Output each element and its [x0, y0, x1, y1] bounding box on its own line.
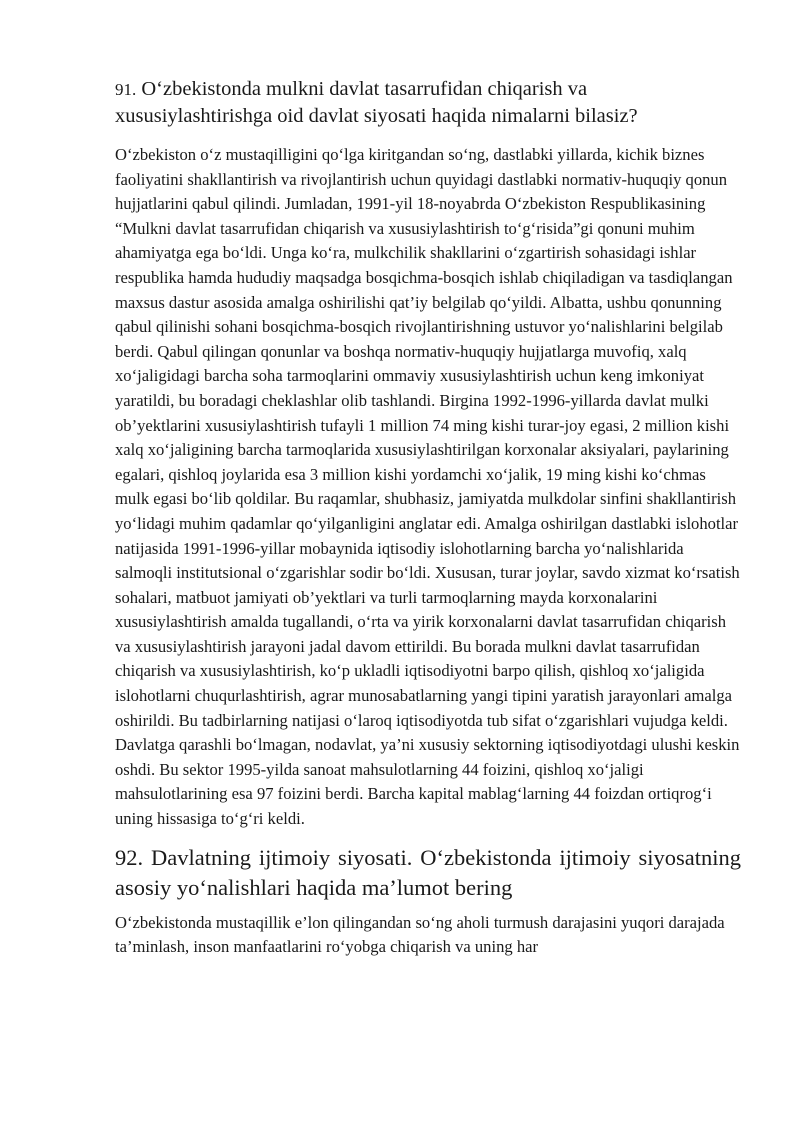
question-91-number: 91. [115, 80, 137, 99]
document-page [115, 76, 741, 960]
question-91-title: O‘zbekistonda mulkni davlat tasarrufidan chiqarish va xususiylashtirishga oid davlat siyosati haqida nimalarni bilasiz? [115, 78, 638, 127]
question-91-answer: O‘zbekiston o‘z mustaqilligini qo‘lga kiritgandan so‘ng, dastlabki yillarda, kichik biznes faoliyatini shakllantirish va rivojlantirish uchun quyidagi dastlabki normativ-huquqiy qonun hujjatlarini qabul qilindi. Jumladan, 1991-yil 18-noyabrda O‘zbekiston Respublikasining “Mulkni davlat tasarrufidan chiqarish va xususiylashtirish to‘g‘risida”gi qonuni muhim ahamiyatga ega bo‘ldi. Unga ko‘ra, mulkchilik shakllarini o‘zgartirish sohasidagi ishlar respublika hamda hududiy maqsadga bosqichma-bosqich ishlab chiqiladigan va tasdiqlangan maxsus dastur asosida amalga oshirilishi qat’iy belgilab qo‘yildi. Albatta, ushbu qonunning qabul qilinishi sohani bosqichma-bosqich rivojlantirishning ustuvor yo‘nalishlarini belgilab berdi. Qabul qilingan qonunlar va boshqa normativ-huquqiy hujjatlarga muvofiq, xalq xo‘jaligidagi barcha soha tarmoqlarini ommaviy xususiylashtirish uchun keng imkoniyat yaratildi, bu boradagi cheklashlar olib tashlandi. Birgina 1992-1996-yillarda davlat mulki ob’yektlarini xususiylashtirish tufayli 1 million 74 ming kishi turar-joy egasi, 2 million kishi xalq xo‘jaligining barcha tarmoqlarida xususiylashtirilgan korxonalar aksiyalari, paylarining egalari, qishloq joylarida esa 3 million kishi yordamchi xo‘jalik, 19 ming kishi ko‘chmas mulk egasi bo‘lib qoldilar. Bu raqamlar, shubhasiz, jamiyatda mulkdolar sinfini shakllantirish yo‘lidagi muhim qadamlar qo‘yilganligini anglatar edi. Amalga oshirilgan dastlabki islohotlar natijasida 1991-1996-yillar mobaynida iqtisodiy islohotlarning barcha yo‘nalishlarida salmoqli institutsional o‘zgarishlar sodir bo‘ldi. Xususan, turar joylar, savdo xizmat ko‘rsatish sohalari, matbuot jamiyati ob’yektlari va turli tarmoqlarning mayda korxonalarini xususiylashtirish amalda tugallandi, o‘rta va yirik korxonalarni davlat tasarrufidan chiqarish va xususiylashtirish jarayoni jadal davom ettirildi. Bu borada mulkni davlat tasarrufidan chiqarish va xususiylashtirish, ko‘p ukladli iqtisodiyotni barpo qilish, qishloq xo‘jaligida islohotlarni chuqurlashtirish, agrar munosabatlarning yangi tipini yaratish jarayonlari amalga oshirildi. Bu tadbirlarning natijasi o‘laroq iqtisodiyotda tub sifat o‘zgarishlari vujudga keldi. Davlatga qarashli bo‘lmagan, nodavlat, ya’ni xususiy sektorning iqtisodiyotdagi ulushi keskin oshdi. Bu sektor 1995-yilda sanoat mahsulotlarning 44 foizini, qishloq xo‘jaligi mahsulotlarining esa 97 foizini berdi. Barcha kapital mablag‘larning 44 foizdan ortiqrog‘i uning hissasiga to‘g‘ri keldi. [115, 145, 740, 829]
question-92-heading: 92. Davlatning ijtimoiy siyosati. O‘zbekistonda ijtimoiy siyosatning asosiy yo‘nalishlari haqida ma’lumot bering [115, 844, 741, 900]
question-92-answer: O‘zbekistonda mustaqillik e’lon qilingandan so‘ng aholi turmush darajasini yuqori darajada ta’minlash, inson manfaatlarini ro‘yobga chiqarish va uning har [115, 912, 725, 957]
question-91-heading [115, 76, 741, 130]
